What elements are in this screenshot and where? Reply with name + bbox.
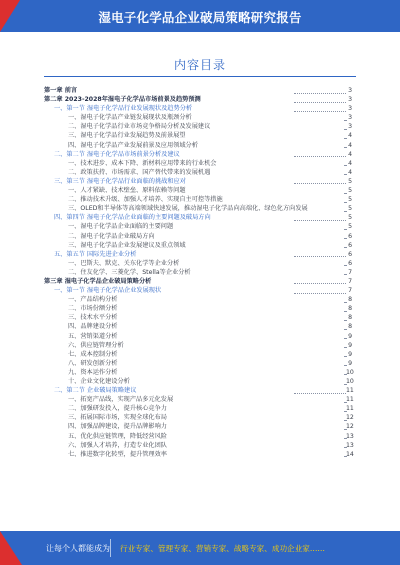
toc-entry-label: 三、湿电子化学品行业发展趋势及前景展望: [68, 132, 186, 140]
toc-entry-label: 三、拓展国际市场，实现全球化布局: [68, 414, 167, 422]
toc-leader-dots: [294, 93, 346, 94]
toc-entry[interactable]: [44, 113, 352, 122]
toc-entry[interactable]: [44, 295, 352, 304]
footer-banner: [0, 531, 400, 565]
toc-entry-page: 4: [348, 141, 352, 149]
toc-entry[interactable]: [44, 213, 352, 222]
toc-entry-page: 9: [348, 350, 352, 358]
toc-entry-page: 10: [346, 378, 354, 385]
toc-entry-page: 12: [346, 414, 354, 422]
toc-entry-page: 6: [348, 259, 352, 267]
toc-entry[interactable]: [44, 341, 352, 350]
toc-entry[interactable]: [44, 122, 352, 131]
toc-entry[interactable]: [44, 195, 352, 204]
toc-entry[interactable]: [44, 186, 352, 195]
toc-entry-label: 五、第五节 国际先进企业分析: [54, 250, 137, 258]
toc-entry-page: 12: [346, 423, 354, 431]
toc-entry-page: 5: [348, 223, 352, 231]
toc-entry-label: 三、湿电子化学品企业发展建议及重点领域: [68, 241, 186, 249]
toc-entry-label: 十、企业文化建设分析: [68, 378, 130, 385]
toc-entry[interactable]: [44, 304, 352, 313]
toc-entry-page: 8: [348, 314, 352, 322]
toc-entry-page: 9: [348, 359, 352, 367]
toc-entry[interactable]: [44, 350, 352, 359]
toc-entry-page: 5: [348, 187, 352, 195]
toc-entry-label: 八、研发创新分析: [68, 359, 118, 367]
toc-entry[interactable]: [44, 241, 352, 250]
toc-entry-label: 二、住友化学、三菱化学、Stella等企业分析: [68, 268, 191, 276]
toc-entry[interactable]: [44, 413, 352, 422]
toc-entry-page: 5: [348, 196, 352, 204]
toc-entry-label: 五、优化供应链管理，降低经营风险: [68, 432, 167, 440]
toc-entry[interactable]: [44, 131, 352, 140]
header-banner: [0, 0, 400, 32]
toc-entry-page: 11: [346, 387, 354, 395]
toc-entry-page: 3: [348, 105, 352, 113]
toc-entry-label: 三、OLED和半导体等高端领域快速发展，推动湿电子化学品向高端化、绿色化方向发展: [68, 205, 308, 213]
toc-entry-page: 6: [348, 250, 352, 258]
toc-entry[interactable]: [44, 277, 352, 286]
toc-entry[interactable]: [44, 168, 352, 177]
toc-entry[interactable]: [44, 432, 352, 441]
toc-entry-label: 二、第二节 企业破局策略建议: [54, 387, 137, 395]
footer-slogan: 让每个人都能成为: [46, 544, 110, 553]
toc-entry[interactable]: [44, 177, 352, 186]
toc-entry-label: 二、推动技术升级、加强人才培养、实现自主可控等措施: [68, 196, 223, 204]
toc-entry-label: 二、加强研发投入，提升核心竞争力: [68, 405, 167, 413]
toc-entry[interactable]: [44, 222, 352, 231]
toc-entry-page: 7: [348, 277, 352, 285]
toc-entry[interactable]: [44, 422, 352, 431]
toc-entry-page: 14: [346, 450, 354, 458]
toc-entry[interactable]: [44, 141, 352, 150]
toc-heading: 内容目录: [173, 58, 226, 72]
toc-entry-label: 第二章 2023-2028年湿电子化学品市场前景及趋势预测: [44, 96, 201, 104]
toc-leader-dots: [294, 256, 346, 257]
toc-entry[interactable]: [44, 368, 352, 377]
toc-entry-label: 一、第一节 湿电子化学品企业发展现状: [54, 287, 162, 295]
report-title: 湿电子化学品企业破局策略研究报告: [98, 10, 302, 25]
toc-entry-label: 二、湿电子化学品企业破局方向: [68, 232, 155, 240]
toc-entry-label: 六、供应链管理分析: [68, 341, 124, 349]
toc-entry-label: 一、湿电子化学品企业面临的主要问题: [68, 223, 174, 231]
toc-entry[interactable]: [44, 150, 352, 159]
toc-entry[interactable]: [44, 395, 352, 404]
toc-entry-page: 6: [348, 232, 352, 240]
toc-entry-label: 四、加强品牌建设，提升品牌影响力: [68, 423, 167, 431]
footer-accent-triangle: [0, 531, 22, 565]
toc-entry-page: 10: [346, 368, 354, 376]
toc-entry-label: 第一章 前言: [44, 87, 78, 94]
toc-entry[interactable]: [44, 322, 352, 331]
toc-entry-label: 九、资本运作分析: [68, 368, 118, 376]
toc-entry[interactable]: [44, 104, 352, 113]
toc-entry-page: 8: [348, 323, 352, 331]
toc-entry-page: 3: [348, 114, 352, 122]
toc-entry-label: 一、产品结构分析: [68, 296, 118, 304]
toc-entry-label: 六、加强人才培养，打造专业化团队: [68, 441, 167, 449]
toc-entry-label: 一、湿电子化学品产业链发展现状及瓶颈分析: [68, 114, 192, 122]
toc-entry-label: 一、人才紧缺、技术壁垒、原料依赖等问题: [68, 187, 186, 195]
toc-entry-page: 4: [348, 150, 352, 158]
toc-entry-page: 4: [348, 159, 352, 167]
toc-entry-page: 8: [348, 305, 352, 313]
toc-entry[interactable]: [44, 204, 352, 213]
toc-entry-page: 6: [348, 241, 352, 249]
toc-entry-label: 一、巴斯夫、默克、关东化学等企业分析: [68, 259, 180, 267]
toc-entry[interactable]: [44, 313, 352, 322]
toc-entry[interactable]: [44, 86, 352, 95]
toc-entry[interactable]: [44, 404, 352, 413]
toc-entry-label: 四、湿电子化学品产业发展前景及应用领域分析: [68, 141, 198, 149]
toc-entry-page: 5: [348, 205, 352, 213]
toc-entry[interactable]: [44, 268, 352, 277]
toc-entry[interactable]: [44, 441, 352, 450]
toc-entry-page: 3: [348, 123, 352, 131]
footer-divider: [110, 539, 111, 557]
footer-experts: 行业专家、管理专家、营销专家、战略专家、成功企业家……: [120, 544, 326, 553]
toc-entry-page: 8: [348, 296, 352, 304]
toc-entry-page: 11: [346, 396, 354, 404]
toc-leader-dots: [294, 156, 346, 157]
toc-leader-dots: [294, 283, 346, 284]
toc-heading-rule: [44, 76, 356, 77]
toc-entry-page: 7: [348, 287, 352, 295]
toc-entry-label: 四、品牌建设分析: [68, 323, 118, 331]
toc-entry-label: 二、第二节 湿电子化学品市场前景分析及建议: [54, 150, 180, 158]
toc-entry[interactable]: [44, 377, 352, 386]
toc-entry-label: 五、营销渠道分析: [68, 332, 118, 340]
toc-entry[interactable]: [44, 95, 352, 104]
toc-entry-page: 3: [348, 87, 352, 94]
toc-entry[interactable]: [44, 159, 352, 168]
toc-entry-page: 13: [346, 432, 354, 440]
table-of-contents: [44, 86, 352, 459]
toc-entry-page: 3: [348, 96, 352, 104]
toc-leader-dots: [294, 220, 346, 221]
toc-entry[interactable]: [44, 359, 352, 368]
toc-entry-label: 二、政策扶持、市场需求、国产替代带来的发展机遇: [68, 168, 211, 176]
toc-leader-dots: [294, 111, 346, 112]
toc-entry-label: 一、第一节 湿电子化学品行业发展现状及趋势分析: [54, 105, 193, 113]
toc-entry-page: 11: [346, 405, 354, 413]
toc-entry-label: 二、市场份额分析: [68, 305, 118, 313]
toc-entry[interactable]: [44, 259, 352, 268]
toc-entry[interactable]: [44, 450, 352, 459]
toc-entry[interactable]: [44, 250, 352, 259]
toc-leader-dots: [294, 102, 346, 103]
toc-leader-dots: [294, 293, 346, 294]
toc-entry-label: 七、推进数字化转型，提升管理效率: [68, 450, 167, 458]
toc-entry-page: 7: [348, 268, 352, 276]
toc-entry[interactable]: [44, 286, 352, 295]
toc-entry-label: 七、成本控制分析: [68, 350, 118, 358]
toc-entry-page: 5: [348, 177, 352, 185]
toc-entry-page: 5: [348, 214, 352, 222]
toc-entry-label: 一、技术进步、成本下降、新材料应用带来的行业机会: [68, 159, 217, 167]
toc-entry-page: 4: [348, 132, 352, 140]
toc-entry-label: 三、技术水平分析: [68, 314, 118, 322]
toc-entry[interactable]: [44, 386, 352, 395]
toc-entry-page: 9: [348, 341, 352, 349]
toc-entry-page: 4: [348, 168, 352, 176]
toc-entry-label: 第三章 湿电子化学品企业破局策略分析: [44, 277, 152, 285]
toc-entry-label: 三、第三节 湿电子化学品行业面临的挑战和应对: [54, 177, 186, 185]
toc-leader-dots: [294, 183, 346, 184]
toc-entry[interactable]: [44, 232, 352, 241]
toc-entry-label: 四、第四节 湿电子化学品企业面临的主要问题及破局方向: [54, 214, 211, 222]
toc-entry-label: 一、拓宽产品线，实现产品多元化发展: [68, 396, 174, 404]
toc-entry-page: 9: [348, 332, 352, 340]
toc-leader-dots: [294, 393, 346, 394]
toc-entry-label: 二、湿电子化学品行业市场竞争格局分析及发展建议: [68, 123, 211, 131]
toc-entry-page: 13: [346, 441, 354, 449]
toc-entry[interactable]: [44, 332, 352, 341]
